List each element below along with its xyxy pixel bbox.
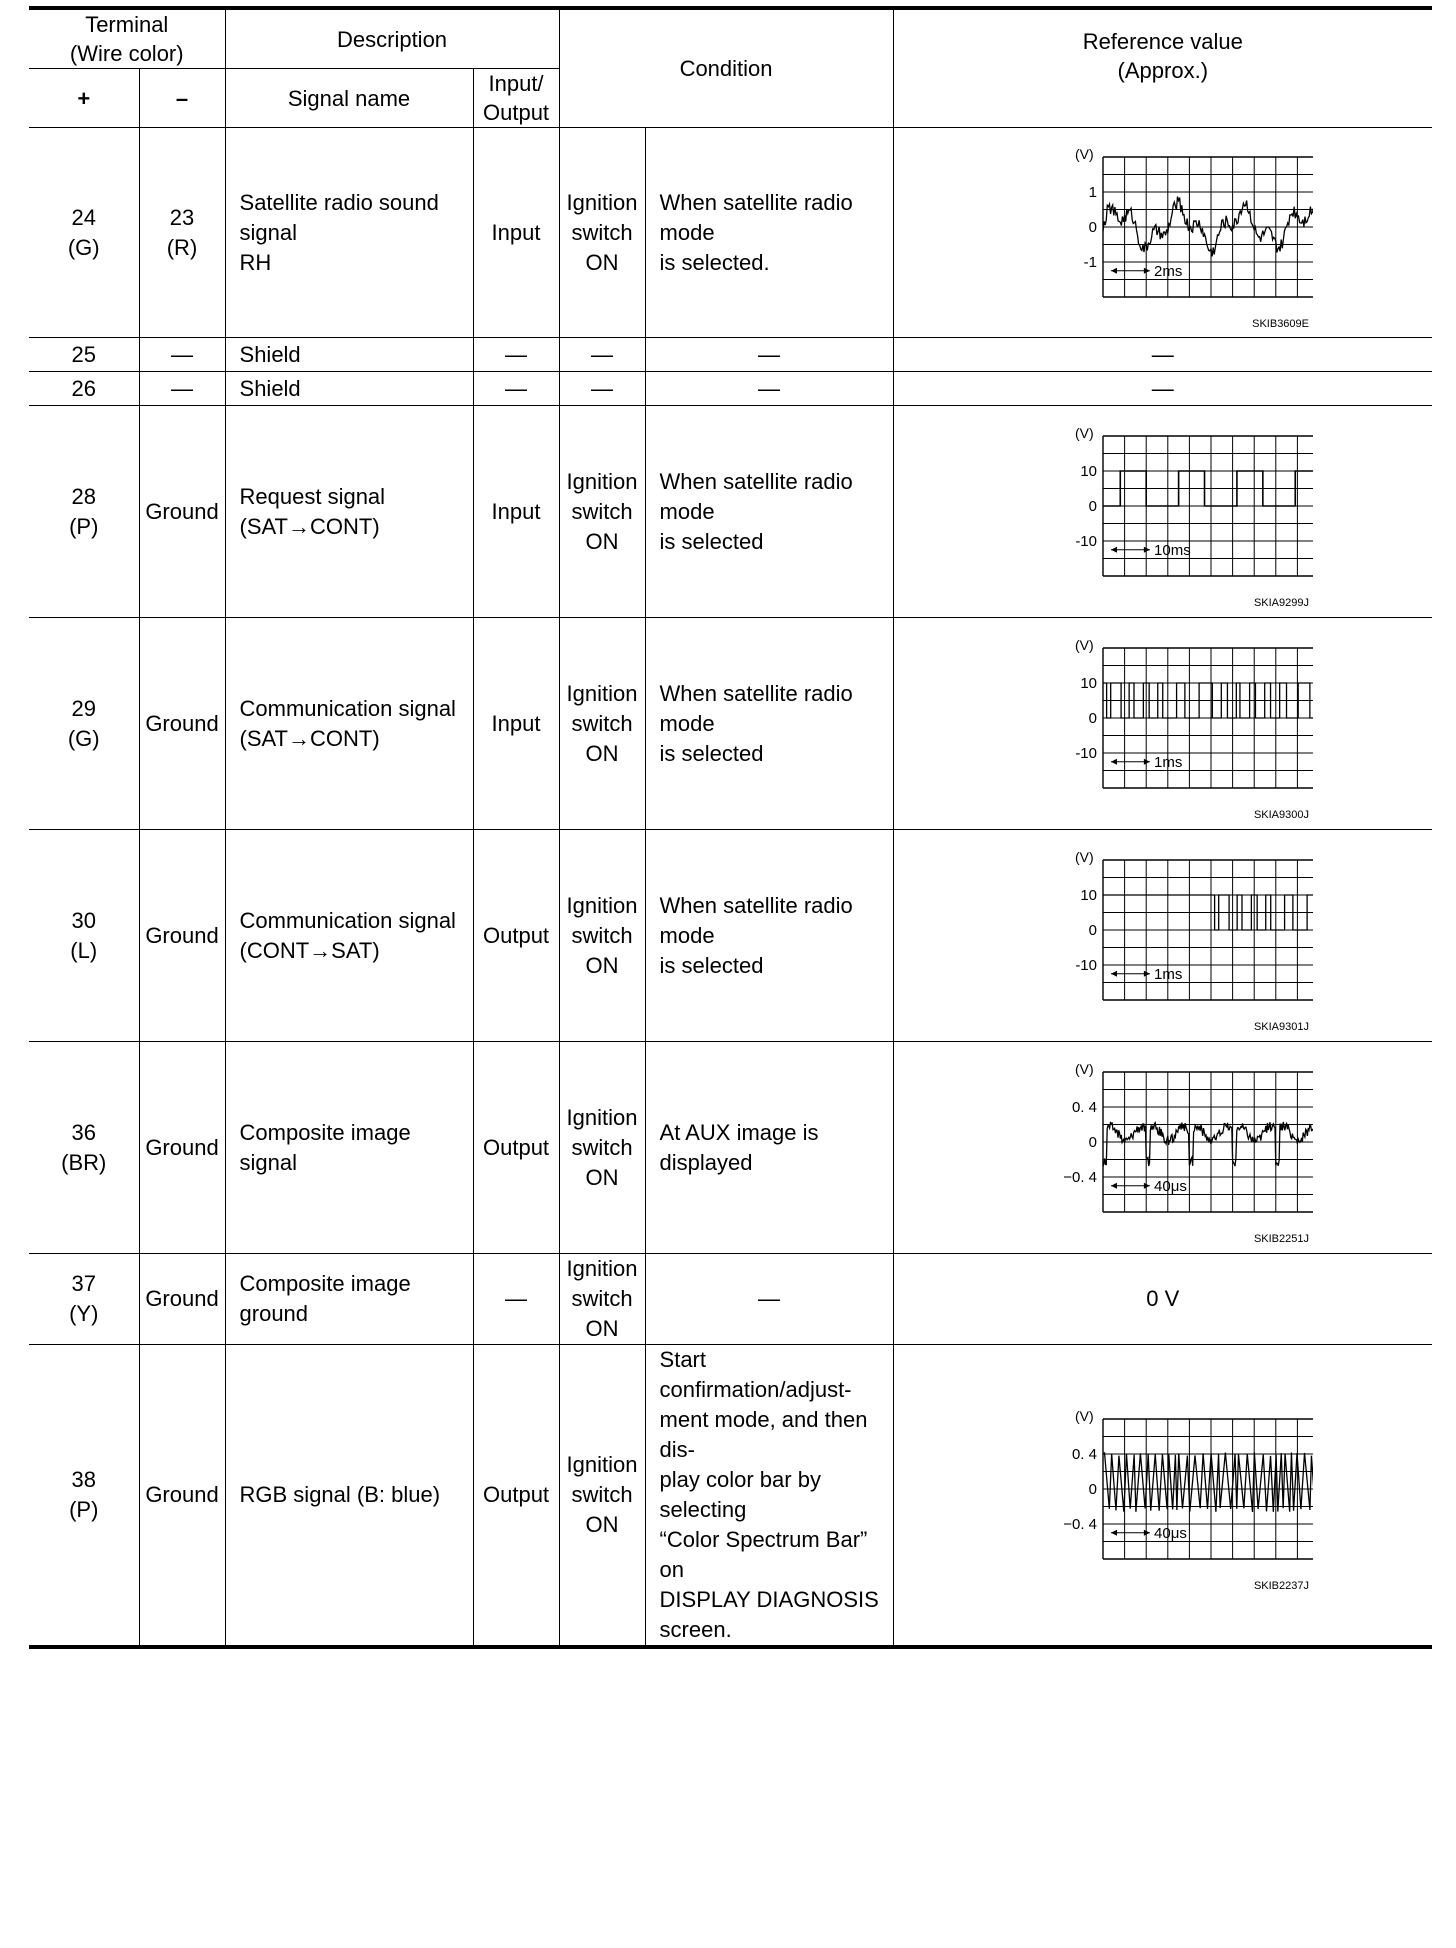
input-output: Input <box>473 618 559 830</box>
figure-code: SKIA9299J <box>1253 596 1309 609</box>
table-row <box>29 1345 1432 1648</box>
arrow-head <box>1144 1530 1150 1536</box>
signal-name: Composite image ground <box>225 1254 473 1345</box>
table-row <box>29 1042 1432 1254</box>
plus-terminal: 29 (G) <box>29 618 139 830</box>
header-row-1 <box>29 8 1432 69</box>
minus-terminal: Ground <box>139 618 225 830</box>
minus-terminal: — <box>139 338 225 372</box>
arrow-head <box>1111 1530 1117 1536</box>
condition: When satellite radio mode is selected <box>645 406 893 618</box>
table-row <box>29 618 1432 830</box>
header-io-line2: Output <box>483 100 550 125</box>
signal-name: Satellite radio sound signal RH <box>225 128 473 338</box>
minus-terminal: Ground <box>139 1042 225 1254</box>
figure-code: SKIB3609E <box>1251 317 1309 330</box>
minus-terminal: Ground <box>139 406 225 618</box>
y-tick-label: -10 <box>1075 532 1097 550</box>
y-unit-label: (V) <box>1074 1060 1094 1077</box>
arrow-head <box>1144 970 1150 976</box>
ignition-switch: Ignition switch ON <box>559 406 645 618</box>
arrow-head <box>1144 267 1150 273</box>
arrow-head <box>1111 758 1117 764</box>
waveform-chart <box>894 1050 1433 1246</box>
ignition-switch: Ignition switch ON <box>559 618 645 830</box>
minus-terminal: Ground <box>139 1254 225 1345</box>
header-io-line1: Input/ <box>488 71 544 96</box>
header-wire-color-label: (Wire color) <box>69 41 184 66</box>
ignition-switch: Ignition switch ON <box>559 1042 645 1254</box>
input-output: — <box>473 372 559 406</box>
y-tick-label: −0. 4 <box>1063 1516 1097 1533</box>
signal-name: Composite image signal <box>225 1042 473 1254</box>
reference-waveform <box>893 1042 1432 1254</box>
condition: Start confirmation/adjust- ment mode, and then dis- play color bar by selecting “Color Spectrum Bar” on DISPLAY DIAGNOSIS screen. <box>645 1345 893 1648</box>
y-unit-label: (V) <box>1074 848 1094 865</box>
time-scale-label: 1ms <box>1153 965 1183 983</box>
figure-code: SKIA9301J <box>1253 1020 1309 1033</box>
plus-terminal: 26 <box>29 372 139 406</box>
condition: When satellite radio mode is selected <box>645 618 893 830</box>
header-minus: – <box>139 69 225 128</box>
condition: — <box>645 1254 893 1345</box>
y-tick-label: 0 <box>1088 218 1097 236</box>
reference-value: — <box>893 338 1432 372</box>
arrow-head <box>1144 546 1150 552</box>
header-reference-label: Reference value <box>1082 28 1243 54</box>
ignition-switch: Ignition switch ON <box>559 128 645 338</box>
reference-waveform <box>893 1345 1432 1648</box>
y-unit-label: (V) <box>1074 424 1094 441</box>
reference-waveform <box>893 406 1432 618</box>
ignition-switch: Ignition switch ON <box>559 830 645 1042</box>
y-tick-label: -1 <box>1083 253 1097 271</box>
reference-waveform <box>893 830 1432 1042</box>
input-output: Input <box>473 128 559 338</box>
table-row <box>29 406 1432 618</box>
y-tick-label: 0. 4 <box>1071 1446 1097 1463</box>
plus-terminal: 25 <box>29 338 139 372</box>
header-plus: + <box>29 69 139 128</box>
waveform-svg <box>1013 626 1313 822</box>
minus-terminal: 23 (R) <box>139 128 225 338</box>
header-condition: Condition <box>559 8 893 128</box>
time-scale-label: 10ms <box>1153 541 1191 559</box>
y-tick-label: 0 <box>1088 497 1097 515</box>
y-tick-label: 0 <box>1088 1481 1097 1498</box>
ignition-switch: — <box>559 372 645 406</box>
arrow-head <box>1111 546 1117 552</box>
waveform-chart <box>894 1397 1433 1593</box>
ignition-switch: — <box>559 338 645 372</box>
signal-trace <box>1103 1452 1313 1512</box>
waveform-svg <box>1013 414 1313 610</box>
input-output: Output <box>473 1345 559 1648</box>
time-scale-label: 1ms <box>1153 753 1183 771</box>
plus-terminal: 36 (BR) <box>29 1042 139 1254</box>
arrow-head <box>1111 267 1117 273</box>
reference-value: — <box>893 372 1432 406</box>
y-tick-label: 0. 4 <box>1071 1098 1097 1116</box>
y-tick-label: 10 <box>1080 886 1097 904</box>
condition: At AUX image is displayed <box>645 1042 893 1254</box>
minus-terminal: Ground <box>139 1345 225 1648</box>
waveform-svg <box>1013 838 1313 1034</box>
minus-terminal: Ground <box>139 830 225 1042</box>
header-approx-label: (Approx.) <box>1117 57 1209 83</box>
signal-name: Communication signal (CONT→SAT) <box>225 830 473 1042</box>
condition: When satellite radio mode is selected <box>645 830 893 1042</box>
header-terminal <box>29 8 225 69</box>
y-tick-label: -10 <box>1075 956 1097 974</box>
table-row <box>29 830 1432 1042</box>
plus-terminal: 38 (P) <box>29 1345 139 1648</box>
waveform-chart <box>894 838 1433 1034</box>
input-output: Output <box>473 1042 559 1254</box>
ignition-switch: Ignition switch ON <box>559 1254 645 1345</box>
reference-waveform <box>893 128 1432 338</box>
signal-name: Request signal (SAT→CONT) <box>225 406 473 618</box>
header-terminal-label: Terminal <box>85 12 169 37</box>
input-output: Input <box>473 406 559 618</box>
condition: — <box>645 338 893 372</box>
y-tick-label: 0 <box>1088 1133 1097 1151</box>
ignition-switch: Ignition switch ON <box>559 1345 645 1648</box>
y-tick-label: 10 <box>1080 674 1097 692</box>
y-tick-label: -10 <box>1075 744 1097 762</box>
arrow-head <box>1144 758 1150 764</box>
reference-value: 0 V <box>893 1254 1432 1345</box>
table-row <box>29 128 1432 338</box>
waveform-svg <box>1013 135 1313 331</box>
condition: — <box>645 372 893 406</box>
y-tick-label: 10 <box>1080 462 1097 480</box>
reference-waveform <box>893 618 1432 830</box>
table-row <box>29 1254 1432 1345</box>
time-scale-label: 40μs <box>1153 1524 1187 1542</box>
signal-name: Communication signal (SAT→CONT) <box>225 618 473 830</box>
plus-terminal: 28 (P) <box>29 406 139 618</box>
y-tick-label: 0 <box>1088 709 1097 727</box>
waveform-chart <box>894 135 1433 331</box>
time-scale-label: 2ms <box>1153 262 1183 280</box>
arrow-head <box>1111 1182 1117 1188</box>
signal-name: Shield <box>225 338 473 372</box>
y-unit-label: (V) <box>1074 636 1094 653</box>
table-row <box>29 338 1432 372</box>
signal-name: RGB signal (B: blue) <box>225 1345 473 1648</box>
signal-name: Shield <box>225 372 473 406</box>
arrow-head <box>1111 970 1117 976</box>
header-description: Description <box>225 8 559 69</box>
input-output: — <box>473 338 559 372</box>
arrow-head <box>1144 1182 1150 1188</box>
y-tick-label: 1 <box>1088 183 1097 201</box>
figure-code: SKIA9300J <box>1253 808 1309 821</box>
y-unit-label: (V) <box>1074 145 1094 162</box>
figure-code: SKIB2237J <box>1253 1580 1309 1592</box>
header-input-output <box>473 69 559 128</box>
waveform-svg <box>1013 1050 1313 1246</box>
y-tick-label: −0. 4 <box>1063 1168 1097 1186</box>
plus-terminal: 24 (G) <box>29 128 139 338</box>
waveform-chart <box>894 626 1433 822</box>
header-signal-name: Signal name <box>225 69 473 128</box>
y-unit-label: (V) <box>1074 1408 1094 1424</box>
minus-terminal: — <box>139 372 225 406</box>
terminal-reference-table <box>29 6 1432 1649</box>
waveform-svg <box>1013 1397 1313 1593</box>
waveform-chart <box>894 414 1433 610</box>
input-output: — <box>473 1254 559 1345</box>
plus-terminal: 37 (Y) <box>29 1254 139 1345</box>
y-tick-label: 0 <box>1088 921 1097 939</box>
condition: When satellite radio mode is selected. <box>645 128 893 338</box>
header-reference <box>893 8 1432 128</box>
input-output: Output <box>473 830 559 1042</box>
figure-code: SKIB2251J <box>1253 1232 1309 1245</box>
time-scale-label: 40μs <box>1153 1177 1187 1195</box>
table-row <box>29 372 1432 406</box>
plus-terminal: 30 (L) <box>29 830 139 1042</box>
